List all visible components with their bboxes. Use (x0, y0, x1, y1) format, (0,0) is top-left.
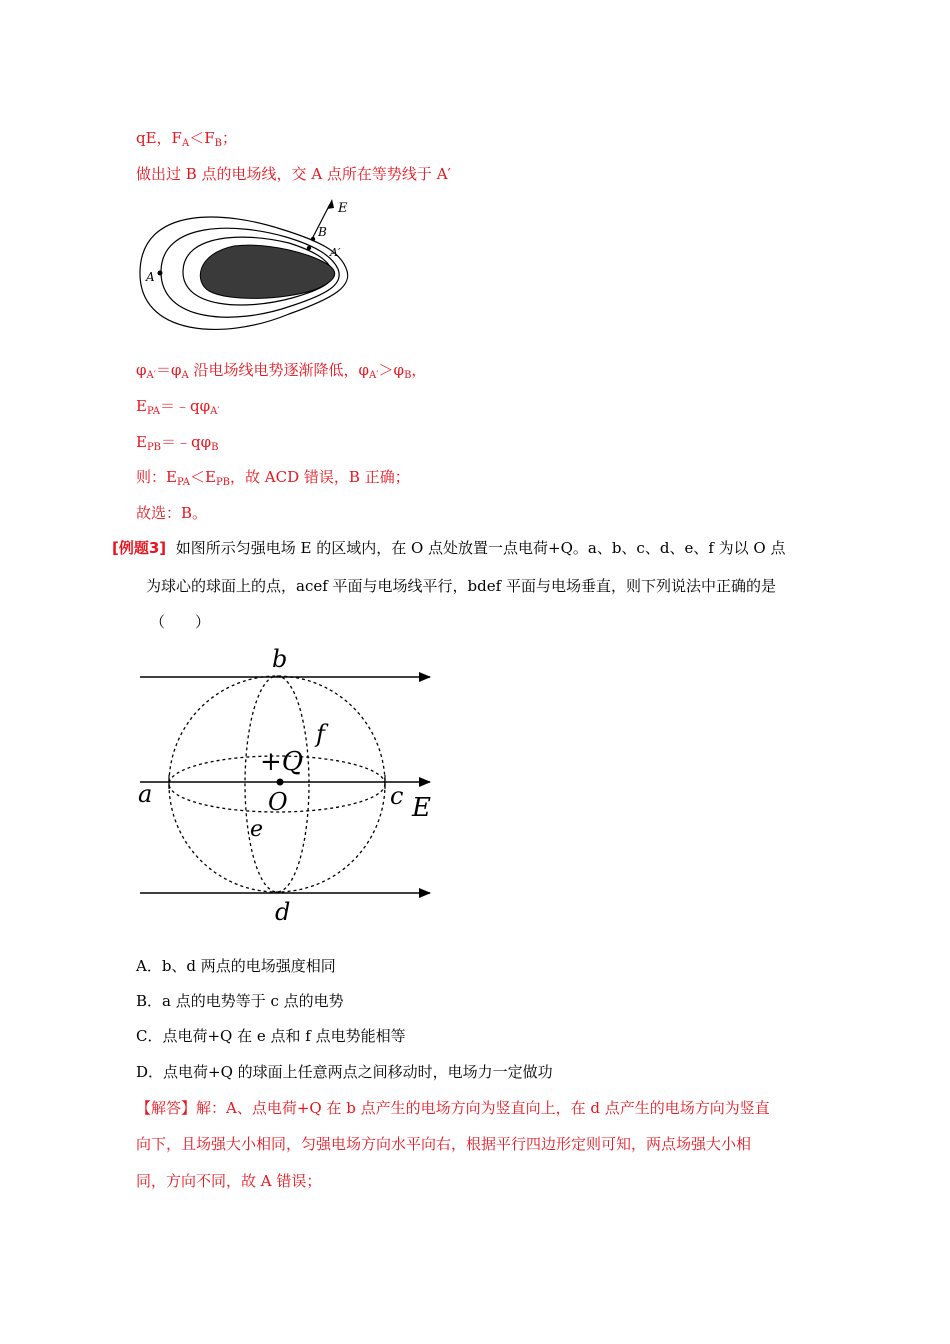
point-a-dot (158, 271, 163, 276)
solution-field-line-text: 做出过 B 点的电场线，交 A 点所在等势线于 A′ (136, 165, 451, 183)
answer-line2: 向下，且场强大小相同，匀强电场方向水平向右，根据平行四边形定则可知，两点场强大小相 (136, 1135, 752, 1153)
example3-line1: [例题3] 如图所示匀强电场 E 的区域内，在 O 点处放置一点电荷+Q。a、b、c、d、e、f 为以 O 点 (112, 539, 786, 557)
label-Q: +Q (260, 747, 304, 777)
point-a-prime-dot (307, 246, 311, 250)
label-a: a (138, 780, 153, 808)
label-f: f (316, 720, 325, 748)
choose-line: 故选：B。 (136, 504, 208, 522)
answer-line1: 【解答】解：A、点电荷+Q 在 b 点产生的电场方向为竖直向上，在 d 点产生的电场方向为竖直 (136, 1099, 770, 1117)
label-A-prime: A′ (330, 246, 341, 259)
option-c[interactable]: C．点电荷+Q 在 e 点和 f 点电势能相等 (136, 1027, 406, 1045)
example3-line2: 为球心的球面上的点，acef 平面与电场线平行，bdef 平面与电场垂直，则下列说法中正确的是 (146, 577, 776, 595)
solution-force-line: qE，$F_A<F_B$； (136, 129, 237, 149)
sphere-field-figure (134, 644, 444, 926)
label-c: c (390, 782, 404, 810)
point-b-dot (311, 237, 315, 241)
label-A: A (146, 270, 155, 284)
equipotential-figure (134, 196, 364, 344)
label-O: O (268, 788, 288, 816)
option-a[interactable]: A．b、d 两点的电场强度相同 (136, 957, 336, 975)
option-b[interactable]: B．a 点的电势等于 c 点的电势 (136, 992, 344, 1010)
example3-line3: （ ） (150, 613, 211, 631)
label-B: B (318, 225, 327, 239)
label-d: d (275, 898, 291, 926)
example-label: [例题3] (112, 539, 167, 557)
option-d[interactable]: D．点电荷+Q 的球面上任意两点之间移动时，电场力一定做功 (136, 1063, 553, 1081)
label-E: E (338, 201, 348, 216)
epa-line: $E_{PA}=﹣q\varphi_{A'}$ (136, 397, 220, 417)
conclusion-line: 则：$E_{PA}<E_{PB}$，故 ACD 错误，B 正确； (136, 468, 410, 488)
answer-line3: 同，方向不同，故 A 错误； (136, 1172, 322, 1190)
epb-line: $E_{PB}=﹣q\varphi_B$ (136, 433, 219, 453)
point-O-dot (277, 779, 284, 786)
answer-label: 【解答】 (136, 1099, 197, 1117)
phi-comparison-line: $\varphi_{A'}=\varphi_A$ 沿电场线电势逐渐降低，$\varphi_{A'}>\varphi_B$， (136, 361, 427, 381)
label-E-field: E (412, 793, 431, 823)
label-e: e (250, 817, 264, 842)
label-b: b (272, 645, 288, 673)
